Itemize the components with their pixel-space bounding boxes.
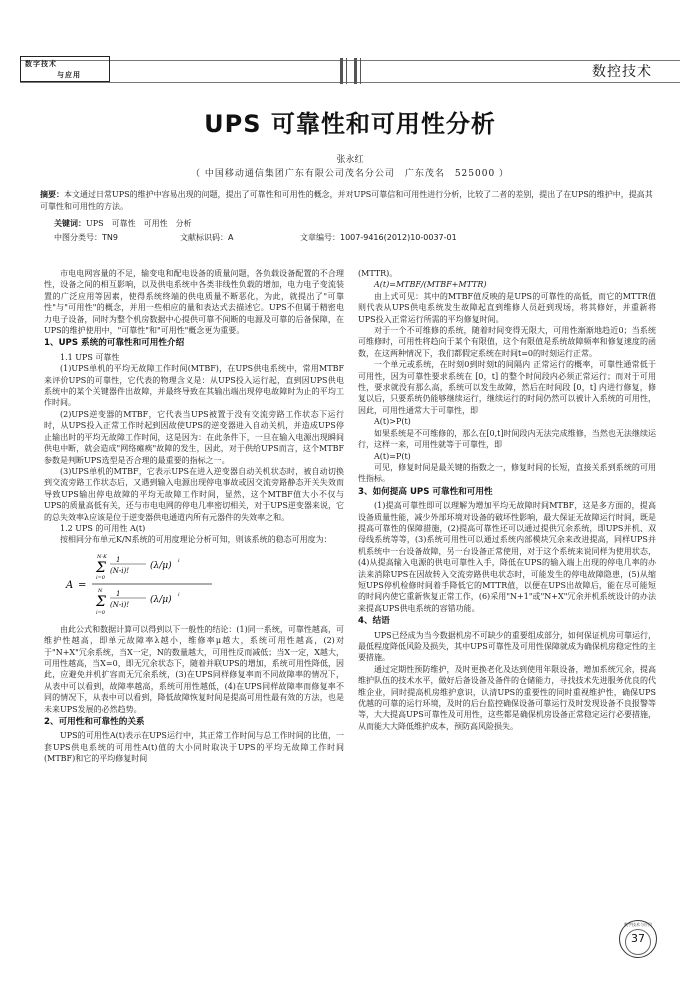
section-title: 数控技术 [592,64,652,80]
svg-text:i: i [178,591,180,598]
heading-section-4: 4、结语 [358,616,390,627]
svg-text:(λ/μ): (λ/μ) [150,560,172,571]
heading-section-1: 1、UPS 系统的可靠性和可用性介绍 [44,338,185,349]
svg-text:(λ/μ): (λ/μ) [150,594,172,605]
journal-logo [20,56,110,82]
paragraph-1-2-a: 按相同分布单元K/N系统的可用度理论分析可知，则该系统的稳态可用度为： [60,535,332,545]
clc-number: 中图分类号：TN9 [54,233,118,242]
keywords-label: 关键词： [54,219,86,228]
paragraph-1-1-b: (2)UPS逆变器的MTBF，它代表当UPS被置于没有交流旁路工作状态下运行时，从UPS投入正常工作时起到因故使UPS的逆变器进入自动关机，并造成UPS停止输出时的平均无故障工作时间，这是因为：在此条件下，一旦在输入电源出现瞬间供电中断，就会造成"网络瘫痪"故障的发生，因此，对于供给UPS而言，这个MTBF参数是判断UPS选型是否合理的最重要的指标之一。 [44,409,344,465]
paragraph-1-2-b: 由此公式和数据计算可以得到以下一般性的结论：(1)同一系统，可靠性越高，可维护性越高，即单元故障率λ越小，维修率μ越大，系统可用性越高，(2)对于"N+X"冗余系统，当X一定，N的数量越大，可用性反而减低；当X一定，X越大，可用性越高，当X=0，即无冗余状态下，随着并联UPS的增加，系统可用性降低，因此，应避免并机扩容而无冗余系统，(3)在UPS同样修复率而不同故障率的情况下，从表中可以看到，故障率越高，系统可用性越低，(4)在UPS同样故障率而修复率不同的情况下，从表中可以看到，降低故障恢复时间是提高可用性最有效的方法，也是未来UPS发展的必然趋势。 [44,624,344,714]
svg-text:N-K: N-K [97,553,107,560]
abstract-text: 本文通过日常UPS的维护中容易出现的问题，提出了可靠性和可用性的概念，并对UPS可靠信和可用性进行分析，比较了二者的差别，提出了在UPS的维护中，提高其可靠性和可用性的方法。 [40,190,653,211]
badge-ring-text: 数字技术与应用 [624,922,652,927]
page-number-badge [619,920,657,958]
abstract-label: 摘要： [40,190,64,199]
paragraph-2-c: 对于一个不可维修的系统，随着时间变得无限大，可用性渐渐地趋近0；当系统可维修时，可用性将趋向于某个有限值，这个有限值是系统故障频率和修复速度的函数，在这两种情况下，我们都假定系统在时间t=0的时刻运行正常。 [358,326,656,358]
svg-text:N: N [98,587,103,594]
keywords [54,218,192,229]
left-column [44,268,344,765]
paragraph-2-cont: (MTTR)。 [358,269,398,278]
paragraph-3: (1)提高可靠性即可以理解为增加平均无故障时间MTBF，这是多方面的，提高设备质量性能，减少外部环境对设备的破坏性影响，最大保证无故障运行时间，既是提高可靠性的保障措施，(2)提高可靠性还可以通过提供冗余系统，即UPS并机、双母线系统等等，(3)系统可用性可以通过系统内部模块冗余来改进提高，同样UPS并机系统中一台设备故障，另一台设备正常使用，对于这个系统来说同样为使用状态，(4)从提高输入电源的供电可靠性入手，降低在UPS的输入端上出现的停电几率的办法来消除UPS在因故转入交流旁路供电状态时，可能发生的停电故障隐患，(5)从缩短UPS停机检修时间着手降低它的MTTR值，以便在UPS出故障后，能在尽可能短的时间内使它重新恢复正常工作，(6)采用"N+1"或"N+X"冗余并机系统设计的办法来提高UPS供电系统的容错功能。 [358,501,656,613]
paper-title: UPS 可靠性和可用性分析 [204,110,496,138]
subheading-1-2: 1.2 UPS 的可用性 A(t) [60,523,146,533]
paragraph-1-1-a: (1)UPS单机的平均无故障工作时间(MTBF)，在UPS供电系统中，常用MTBF来评价UPS的可靠性，它代表的物理含义是：从UPS投入运行起，直到因UPS供电系统中的某个关键器件出故障，并最终导致在其输出端出现停电故障时为止的平均工作时间。 [44,364,344,408]
document-code: 文献标识码：A [180,233,234,242]
paragraph-2-d: 一个单元或系统，在时刻0到时刻t的间隔内 正常运行的概率，可靠性通常低于可用性，因为可靠性要求系统在 [0，t] 的整个时间段内必须正常运行；而对于可用性，要求就没有那么高，系统可以发生故障，然后在时间段 [0，t] 内进行修复，修复以后，只要系统仍能够继续运行，继续运行的时间仍然可以被计入系统的可用性，因此，可用性通常大于可靠性，即 [358,360,656,415]
right-column [358,268,656,732]
abstract [40,189,660,213]
svg-text:(N-i)!: (N-i)! [110,600,130,609]
paragraph-2-e: 如果系统是不可维修的，那么在[0,t]时间段内无法完成维修，当然也无法继续运行，这样一来，可用性就等于可靠性，即 [358,428,656,450]
logo-line-2: 与应用 [57,70,81,79]
heading-section-2: 2、可用性和可靠性的关系 [44,717,145,727]
svg-text:1: 1 [116,555,121,564]
paragraph-4-a: UPS已经成为当今数据机房不可缺少的重要组成部分，如何保证机房可靠运行，最低程度降低风险及损失，其中UPS可靠性及可用性保障就成为确保机房稳定性的主要措施。 [358,630,656,663]
keywords-text: UPS 可靠性 可用性 分析 [86,219,192,228]
svg-text:Σ: Σ [96,593,106,610]
subheading-1-1: 1.1 UPS 可靠性 [60,352,120,362]
svg-text:1: 1 [116,589,121,598]
article-number: 文章编号：1007-9416(2012)10-0037-01 [300,233,457,242]
svg-text:i=0: i=0 [96,574,105,581]
intro-paragraph: 市电电网容量的不足，输变电和配电设备的质量问题，各负载设备配置的不合理性，设备之间的相互影响，以及供电系统中各类非线性负载的增加，电力电子变流装置的广泛应用等因素，使得系统终端的供电质量不断恶化，为此，就提出了"可靠性"与"可用性"的概念，并用一些相应的量和表达式去描述它。UPS不但属于精密电力电子设备，同时为整个机房数据中心提供可靠不间断的电源及可靠的后备保障，在UPS的维护使用中，"可靠性"和"可用性"概念更为重要。 [44,269,344,336]
svg-text:=: = [78,579,87,591]
heading-section-3: 3、如何提高 UPS 可靠性和可用性 [358,486,493,497]
availability-formula-graphic [64,550,214,618]
paragraph-2-f: 可见，修复时间是最关键的指数之一，修复时间的长短，直接关系到系统的可用性指标。 [358,462,656,484]
svg-text:i: i [178,557,180,564]
affiliation: （ 中国移动通信集团广东有限公司茂名分公司 广东茂名 525000 ） [190,169,510,179]
header-decor-bars [336,58,366,84]
paragraph-1-1-c: (3)UPS单机的MTBF，它表示UPS在进入逆变器自动关机状态时，被自动切换到交流旁路工作状态后，又遇到输入电源出现停电事故或因交流旁路静态开关失效而导致UPS输出停电故障的平均无故障工作时间，显然，这个MTBF值大小不仅与UPS的质量高低有关，还与市电电网的停电几率密切相关，对于UPS逆变器来说，它的总失效率λ应该是位于逆变器供电通道内所有元器件的失效率之和。 [44,466,344,522]
logo-line-1: 数字技术 [25,59,57,68]
svg-text:i=0: i=0 [96,609,105,616]
relation-equal: A(t)=P(t) [374,451,411,461]
paragraph-2-b: 由上式可见：其中的MTBF值反映的是UPS的可靠性的高低，而它的MTTR值则代表从UPS供电系统发生故障起直到维修人员赶到现场，将其修好，并重新将UPS投入正常运行所需的平均修复时间。 [358,291,656,324]
availability-formula [64,550,344,618]
svg-text:(N-i)!: (N-i)! [110,566,130,575]
svg-text:Σ: Σ [96,559,106,576]
svg-text:A: A [66,579,74,591]
relation-greater: A(t)>P(t) [374,417,411,427]
mtbf-formula: A(t)=MTBF/(MTBF+MTTR) [374,280,487,290]
author: 张永红 [336,155,364,165]
paragraph-2-a: UPS的可用性A(t)表示在UPS运行中，其正常工作时间与总工作时间的比值，一套UPS供电系统的可用性A(t)值的大小同时取决于UPS的平均无故障工作时间(MTBF)和它的平均修复时间 [44,731,344,764]
paragraph-4-b: 通过定期性预防维护，及时更换老化及达到使用年限设备，增加系统冗余，提高维护队伍的技术水平，做好后备设备及备件的仓储能力，寻找技术先进服务优良的代维企业，同时提高机房维护意识，认清UPS的重要性的同时重视维护性，确保UPS优越的可靠的运行环境，及时的后台监控确保设备可靠运行及时发现设备不良报警等等，大大提高UPS可靠性及可用性，这些都是确保机房设备正常稳定运行必要措施，从而能大大降低维护成本，预防高风险损失。 [358,664,656,731]
page-number: 37 [631,932,645,945]
